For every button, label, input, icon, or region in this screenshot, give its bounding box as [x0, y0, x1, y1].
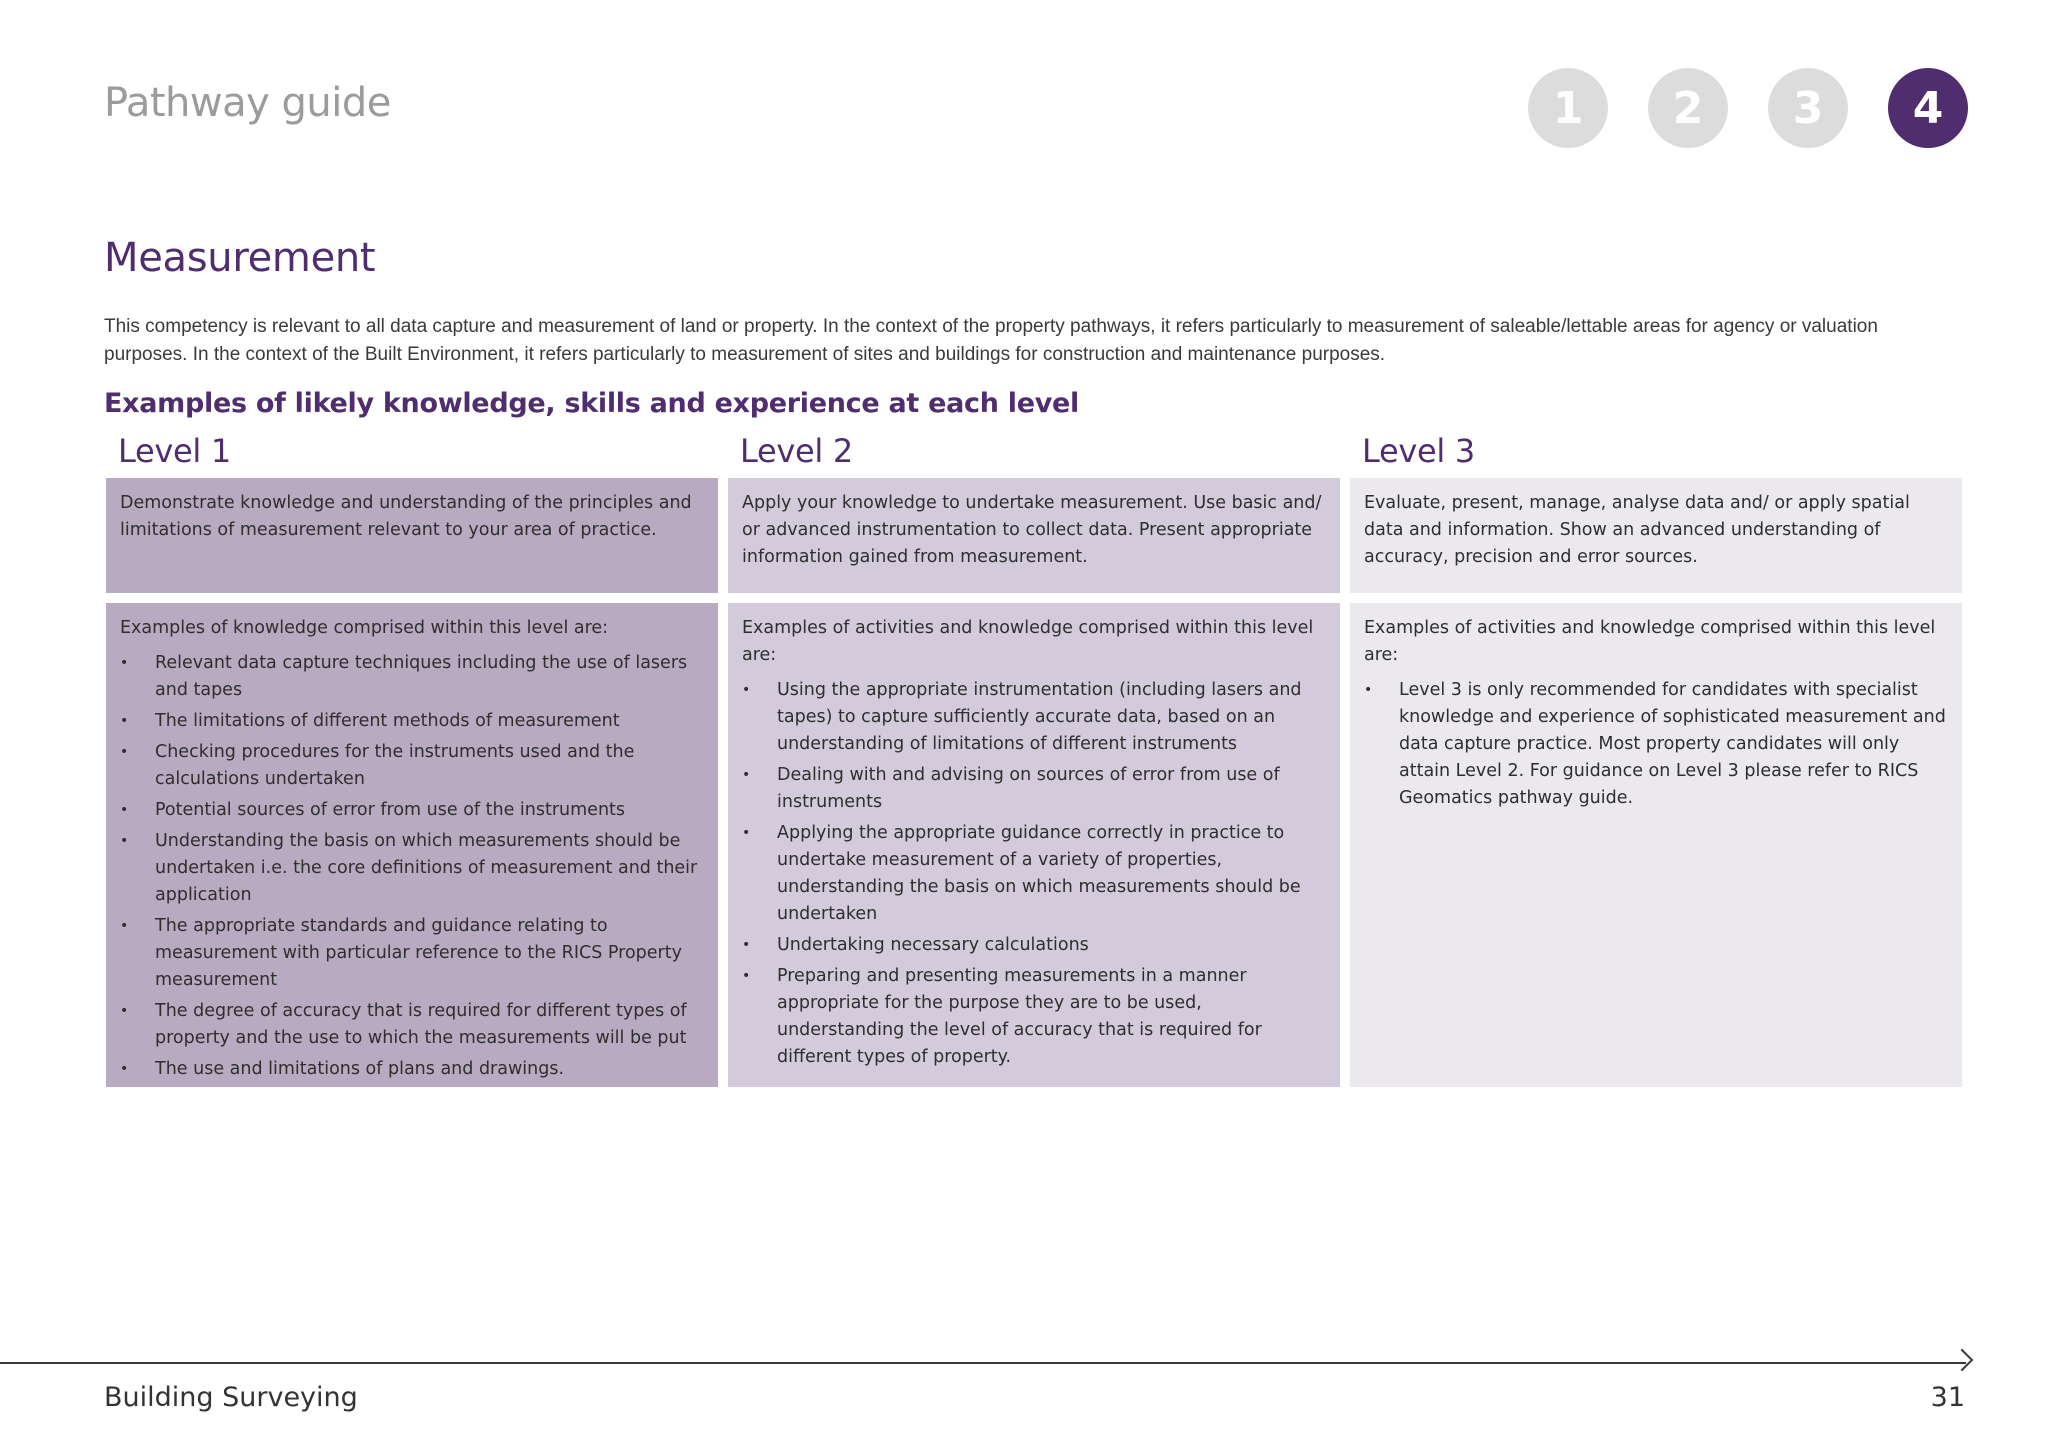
footer-title: Building Surveying: [104, 1382, 358, 1413]
level-3-examples-list: [1364, 677, 1948, 812]
level-1-examples-lead: Examples of knowledge comprised within this level are:: [120, 618, 609, 638]
level-2-examples-list: [742, 677, 1326, 1071]
bullet-icon: •: [120, 744, 129, 760]
header-title: Pathway guide: [104, 80, 391, 126]
list-item: • The limitations of different methods of measurement: [120, 708, 704, 735]
bullet-icon: •: [742, 825, 751, 841]
bullet-icon: •: [1364, 682, 1373, 698]
list-item: • Relevant data capture techniques including the use of lasers and tapes: [120, 650, 704, 704]
step-3-button[interactable]: 3: [1768, 68, 1848, 148]
list-item: • Preparing and presenting measurements in a manner appropriate for the purpose they are to be used, understanding the level of accuracy that is required for different types of property.: [742, 963, 1326, 1071]
list-item: • Undertaking necessary calculations: [742, 932, 1326, 959]
bullet-icon: •: [742, 937, 751, 953]
level-1-summary: Demonstrate knowledge and understanding of the principles and limitations of measurement relevant to your area of practice.: [120, 493, 692, 540]
section-title: Measurement: [104, 235, 376, 281]
level-1-heading: Level 1: [118, 432, 231, 470]
list-item: • Potential sources of error from use of the instruments: [120, 797, 704, 824]
bullet-icon: •: [120, 918, 129, 934]
level-3-examples-box: [1350, 603, 1962, 1087]
level-2-summary: Apply your knowledge to undertake measurement. Use basic and/ or advanced instrumentation to collect data. Present appropriate information gained from measurement.: [742, 493, 1322, 567]
bullet-icon: •: [742, 682, 751, 698]
bullet-icon: •: [120, 1003, 129, 1019]
step-2-button[interactable]: 2: [1648, 68, 1728, 148]
list-item: • The appropriate standards and guidance relating to measurement with particular reference to the RICS Property measurement: [120, 913, 704, 994]
bullet-icon: •: [120, 1061, 129, 1077]
section-intro: This competency is relevant to all data capture and measurement of land or property. In the context of the property pathways, it refers particularly to measurement of saleable/lettable areas for agency or valuation purposes. In the context of the Built Environment, it refers particularly to measurement of sites and buildings for construction and maintenance purposes.: [104, 316, 1878, 365]
bullet-icon: •: [120, 833, 129, 849]
step-4-button[interactable]: 4: [1888, 68, 1968, 148]
bullet-icon: •: [120, 802, 129, 818]
list-item: • Using the appropriate instrumentation (including lasers and tapes) to capture sufficiently accurate data, based on an understanding of limitations of different instruments: [742, 677, 1326, 758]
level-2-examples-lead: Examples of activities and knowledge comprised within this level are:: [742, 618, 1314, 665]
level-3-examples-lead: Examples of activities and knowledge comprised within this level are:: [1364, 618, 1936, 665]
list-item: • Level 3 is only recommended for candidates with specialist knowledge and experience of sophisticated measurement and data capture practice. Most property candidates will only attain Level 2. For guidance on Level 3 please refer to RICS Geomatics pathway guide.: [1364, 677, 1948, 812]
level-2-heading: Level 2: [740, 432, 853, 470]
list-item: • Applying the appropriate guidance correctly in practice to undertake measurement of a variety of properties, understanding the basis on which measurements should be undertaken: [742, 820, 1326, 928]
bullet-icon: •: [120, 655, 129, 671]
page-number: 31: [1930, 1382, 1965, 1413]
list-item: • Dealing with and advising on sources of error from use of instruments: [742, 762, 1326, 816]
step-1-button[interactable]: 1: [1528, 68, 1608, 148]
arrow-right-icon[interactable]: [1951, 1349, 1974, 1372]
level-3-heading: Level 3: [1362, 432, 1475, 470]
level-2-summary-box: [728, 478, 1340, 593]
level-2-examples-box: [728, 603, 1340, 1087]
list-item: • Understanding the basis on which measurements should be undertaken i.e. the core definitions of measurement and their application: [120, 828, 704, 909]
level-3-summary: Evaluate, present, manage, analyse data and/ or apply spatial data and information. Show an advanced understanding of accuracy, precision and error sources.: [1364, 493, 1910, 567]
footer-rule: [0, 1362, 1966, 1364]
level-1-examples-list: [120, 650, 704, 1083]
level-3-summary-box: [1350, 478, 1962, 593]
bullet-icon: •: [742, 767, 751, 783]
bullet-icon: •: [120, 713, 129, 729]
level-1-examples-box: [106, 603, 718, 1087]
list-item: • The use and limitations of plans and drawings.: [120, 1056, 704, 1083]
level-1-summary-box: [106, 478, 718, 593]
list-item: • The degree of accuracy that is required for different types of property and the use to which the measurements will be put: [120, 998, 704, 1052]
bullet-icon: •: [742, 968, 751, 984]
list-item: • Checking procedures for the instruments used and the calculations undertaken: [120, 739, 704, 793]
examples-heading: Examples of likely knowledge, skills and experience at each level: [104, 388, 1079, 419]
step-navigation: [1528, 68, 1968, 148]
